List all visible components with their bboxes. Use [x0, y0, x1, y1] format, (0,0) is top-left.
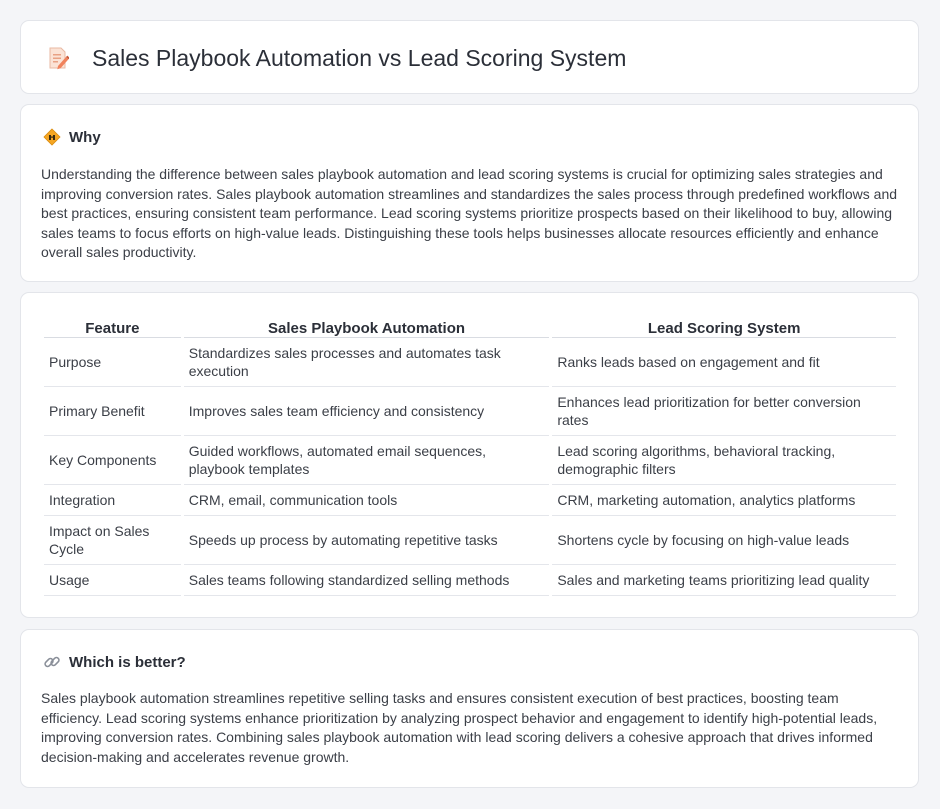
feature-cell: Integration [44, 485, 181, 516]
lead-scoring-cell: CRM, marketing automation, analytics platforms [552, 485, 896, 516]
playbook-cell: Standardizes sales processes and automates task execution [184, 338, 550, 387]
comparison-table [41, 316, 899, 596]
better-heading [43, 652, 186, 672]
column-header-lead-scoring-system: Lead Scoring System [552, 316, 896, 338]
table-row [44, 565, 896, 596]
table-header-row [44, 316, 896, 338]
playbook-cell: Guided workflows, automated email sequences, playbook templates [184, 436, 550, 485]
table-row [44, 436, 896, 485]
playbook-cell: Improves sales team efficiency and consistency [184, 387, 550, 436]
diamond-warning-icon [43, 128, 61, 146]
lead-scoring-cell: Sales and marketing teams prioritizing lead quality [552, 565, 896, 596]
lead-scoring-cell: Ranks leads based on engagement and fit [552, 338, 896, 387]
lead-scoring-cell: Shortens cycle by focusing on high-value leads [552, 516, 896, 565]
feature-cell: Usage [44, 565, 181, 596]
better-paragraph: Sales playbook automation streamlines repetitive selling tasks and ensures consistent execution of best practices, boosting team efficiency. Lead scoring systems enhance prioritization by analyzing prospect behavior and engagement to identify high-potential leads, improving conversion rates. Combining sales playbook automation with lead scoring delivers a cohesive approach that drives informed decision-making and accelerates revenue growth. [41, 690, 878, 765]
lead-scoring-cell: Lead scoring algorithms, behavioral tracking, demographic filters [552, 436, 896, 485]
better-title: Which is better? [69, 653, 186, 671]
column-header-sales-playbook-automation: Sales Playbook Automation [184, 316, 550, 338]
feature-cell: Impact on Sales Cycle [44, 516, 181, 565]
feature-cell: Key Components [44, 436, 181, 485]
why-section [20, 104, 919, 282]
playbook-cell: CRM, email, communication tools [184, 485, 550, 516]
page-title: Sales Playbook Automation vs Lead Scoring System [92, 45, 627, 71]
table-row [44, 338, 896, 387]
playbook-cell: Speeds up process by automating repetitive tasks [184, 516, 550, 565]
playbook-cell: Sales teams following standardized selling methods [184, 565, 550, 596]
link-icon [43, 653, 61, 671]
feature-cell: Purpose [44, 338, 181, 387]
lead-scoring-cell: Enhances lead prioritization for better conversion rates [552, 387, 896, 436]
which-is-better-section [20, 629, 919, 788]
table-row [44, 387, 896, 436]
why-heading [43, 127, 101, 147]
header-card [20, 20, 919, 94]
table-row [44, 485, 896, 516]
feature-cell: Primary Benefit [44, 387, 181, 436]
comparison-section [20, 292, 919, 618]
why-paragraph: Understanding the difference between sales playbook automation and lead scoring systems is crucial for optimizing sales strategies and improving conversion rates. Sales playbook automation streamlines and standardizes the sales process through predefined workflows and best practices, ensuring consistent team performance. Lead scoring systems prioritize prospects based on their likelihood to buy, allowing sales teams to focus efforts on high-value leads. Distinguishing these tools helps businesses allocate resources efficiently and enhance overall sales productivity. [41, 166, 898, 261]
why-title: Why [69, 128, 101, 146]
table-row [44, 516, 896, 565]
document-pencil-icon [47, 46, 69, 70]
column-header-feature: Feature [44, 316, 181, 338]
